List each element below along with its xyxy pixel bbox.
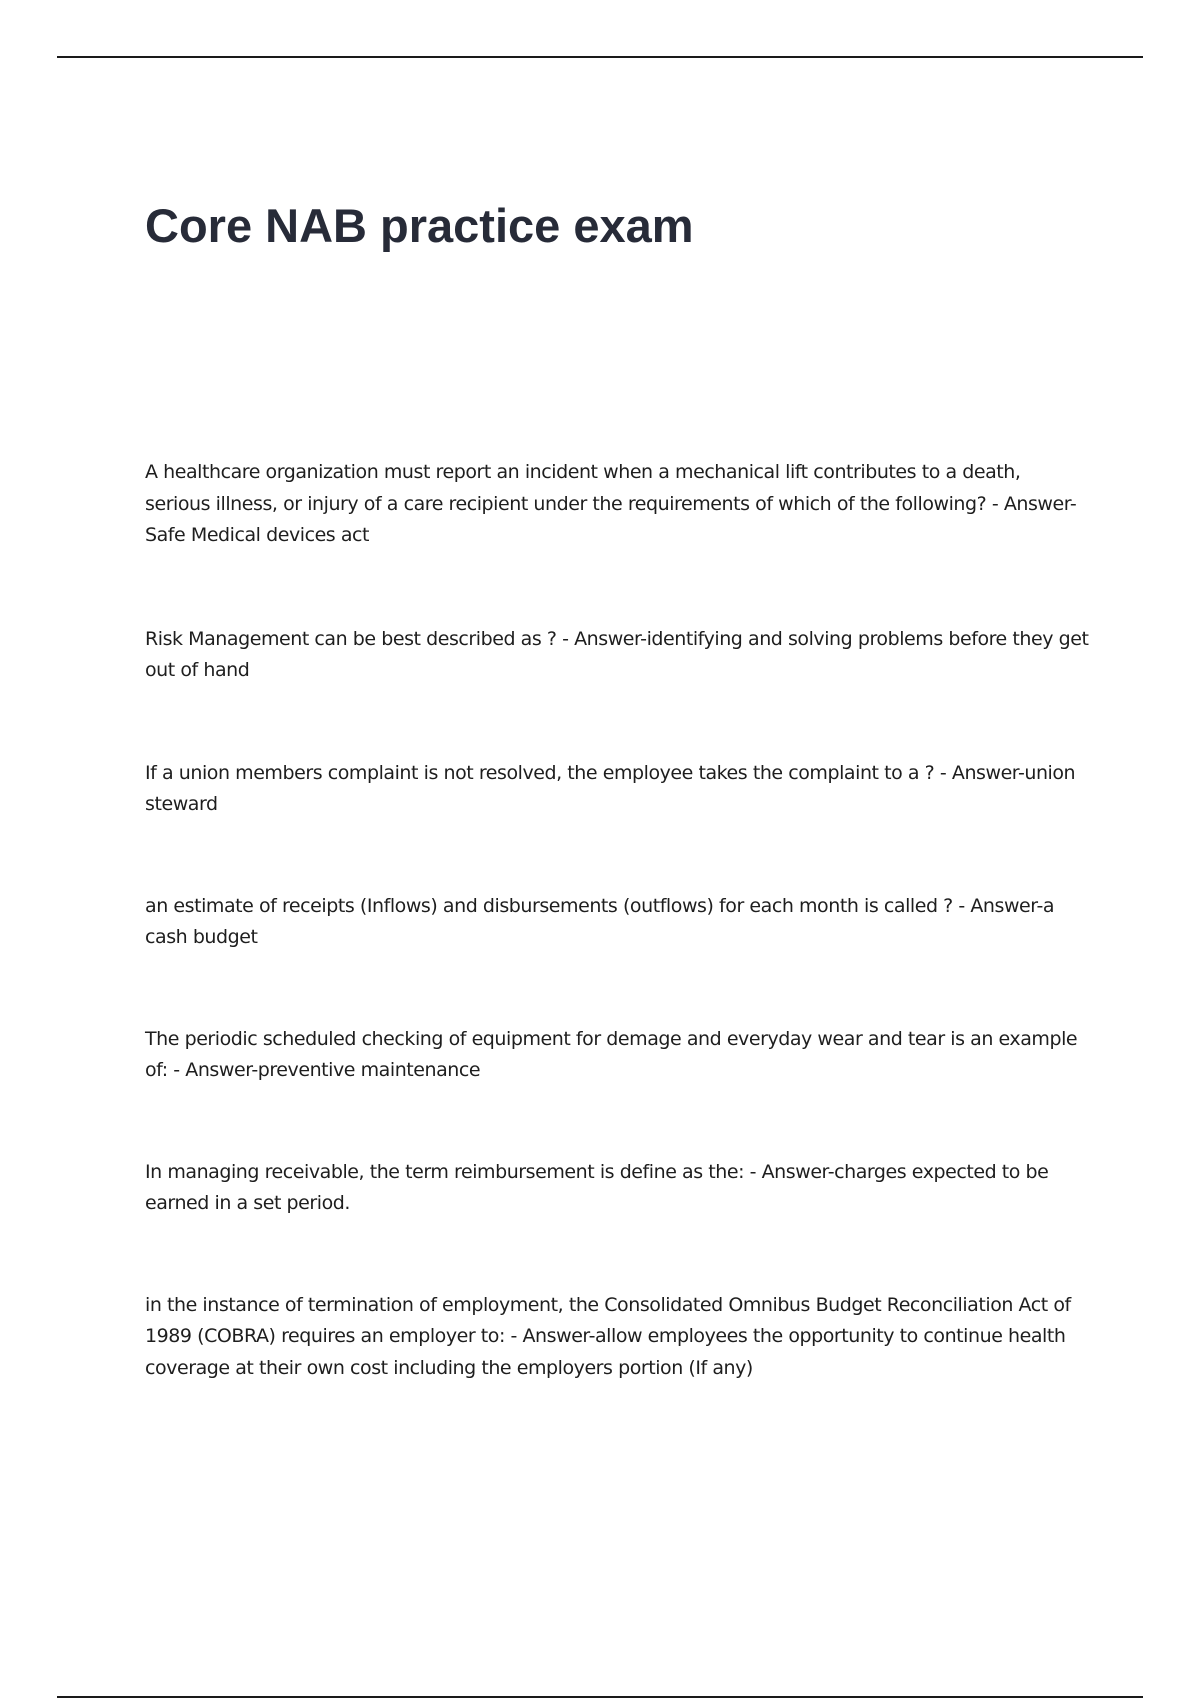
question-item: an estimate of receipts (Inflows) and disbursements (outflows) for each month is called ? - Answer-a cash budget	[145, 894, 1055, 948]
question-item: If a union members complaint is not resolved, the employee takes the complaint to a ? - Answer-union steward	[145, 761, 1076, 815]
question-item: Risk Management can be best described as ? - Answer-identifying and solving problems before they get out of hand	[145, 627, 1089, 681]
page-title: Core NAB practice exam	[145, 199, 694, 252]
question-item: A healthcare organization must report an incident when a mechanical lift contributes to a death, serious illness, or injury of a care recipient under the requirements of which of the following? - Answer-Safe Medical devices act	[145, 461, 1077, 546]
top-rule	[57, 56, 1143, 58]
question-item: In managing receivable, the term reimbursement is define as the: - Answer-charges expected to be earned in a set period.	[145, 1160, 1049, 1214]
bottom-rule	[57, 1696, 1143, 1698]
question-list	[145, 457, 1090, 1384]
question-item: in the instance of termination of employment, the Consolidated Omnibus Budget Reconciliation Act of 1989 (COBRA) requires an employer to: - Answer-allow employees the opportunity to continue health coverage at their own cost including the employers portion (If any)	[145, 1293, 1071, 1379]
question-item: The periodic scheduled checking of equipment for demage and everyday wear and tear is an example of: - Answer-preventive maintenance	[145, 1027, 1078, 1081]
